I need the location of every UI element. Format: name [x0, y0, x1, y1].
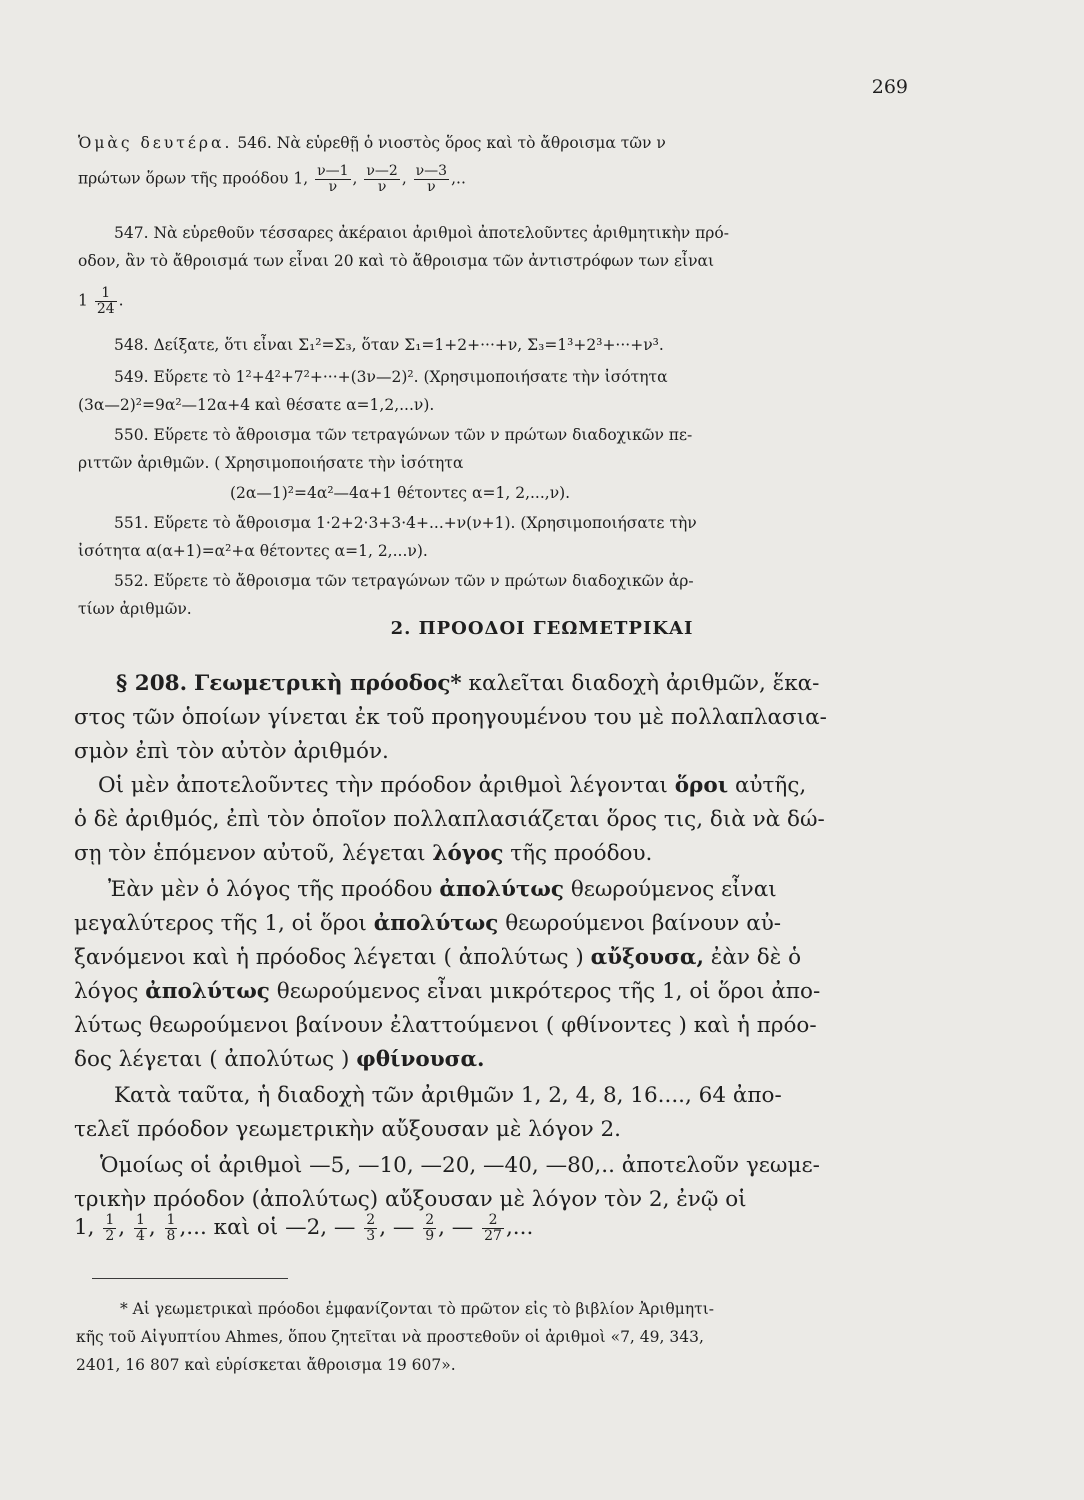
fraction — [364, 164, 399, 195]
denominator: ν — [377, 179, 387, 195]
numerator: 2 — [366, 1211, 376, 1228]
exercise-547-line-1: 547. Νὰ εὑρεθοῦν τέσσαρες ἀκέραιοι ἀριθμοὶ ἀποτελοῦντες ἀριθμητικὴν πρό- — [114, 224, 729, 242]
denominator: 24 — [96, 301, 115, 317]
numerator: ν—1 — [317, 163, 349, 179]
exercise-551-line-1: 551. Εὕρετε τὸ ἄθροισμα 1·2+2·3+3·4+...+ν(ν+1). (Χρησιμοποιήσατε τὴν — [114, 514, 697, 532]
denominator: 3 — [366, 1227, 376, 1244]
numerator: 1 — [95, 286, 117, 302]
footnote-line-1: * Αἱ γεωμετρικαὶ πρόοδοι ἐμφανίζονται τὸ πρῶτον εἰς τὸ βιβλίον Ἀριθμητι- — [120, 1300, 715, 1318]
text: ,... — [505, 1215, 534, 1240]
denominator: 9 — [425, 1227, 435, 1244]
fraction — [482, 1213, 504, 1244]
fraction — [414, 164, 449, 195]
text: καλεῖται διαδοχὴ ἀριθμῶν, ἕκα- — [468, 671, 820, 696]
denominator: 4 — [135, 1227, 145, 1244]
fraction — [423, 1213, 436, 1244]
text: ἐὰν δὲ ὁ — [710, 945, 802, 970]
paragraph-3-line-6 — [74, 1044, 485, 1075]
text: μεγαλύτερος τῆς 1, οἱ ὅροι — [74, 911, 367, 936]
paragraph-3-line-5: λύτως θεωρούμενοι βαίνουν ἐλαττούμενοι ( φθίνοντες ) καὶ ἡ πρόο- — [74, 1013, 817, 1038]
paragraph-2-line-3 — [74, 838, 652, 869]
text: δος λέγεται ( ἀπολύτως ) — [74, 1047, 350, 1072]
exercise-546-line-2: πρώτων ὅρων τῆς προόδου 1, $\frac{\nu—1}{\nu}$ , $\frac{\nu—2}{\nu}$ , $\frac{\nu—3}{\nu}$ ,.. — [78, 163, 466, 195]
text: ξανόμενοι καὶ ἡ πρόοδος λέγεται ( ἀπολύτως ) — [74, 945, 584, 970]
term-absolutely: ἀπολύτως — [439, 877, 564, 902]
denominator: ν — [328, 179, 338, 195]
numerator: ν—3 — [415, 163, 448, 179]
fraction — [165, 1213, 178, 1244]
paragraph-1-line-1 — [116, 668, 819, 699]
paragraph-3-line-2 — [74, 908, 781, 939]
paragraph-5-line-2: τρικὴν πρόοδον (ἀπολύτως) αὔξουσαν μὲ λόγον τὸν 2, ἐνῷ οἱ — [74, 1187, 747, 1212]
text: ,... καὶ οἱ —2, — — [179, 1215, 356, 1240]
paragraph-2-line-1 — [98, 770, 806, 801]
term-decreasing: φθίνουσα. — [356, 1047, 485, 1072]
numerator: 2 — [482, 1213, 504, 1229]
exercise-552-line-2: τίων ἀριθμῶν. — [78, 600, 192, 618]
paragraph-1-line-3: σμὸν ἐπὶ τὸν αὐτὸν ἀριθμόν. — [74, 739, 389, 764]
numerator: ν—2 — [366, 163, 398, 179]
group-label: Ὁμὰς δευτέρα. — [78, 134, 233, 152]
footnote-line-2: κῆς τοῦ Αἰγυπτίου Ahmes, ὅπου ζητεῖται νὰ προστεθοῦν οἱ ἀριθμοὶ «7, 49, 343, — [76, 1328, 704, 1346]
paragraph-4-line-2: τελεῖ πρόοδον γεωμετρικὴν αὔξουσαν μὲ λόγον 2. — [74, 1117, 622, 1142]
page-number: 269 — [871, 76, 908, 98]
section-number: § 208. — [116, 671, 188, 696]
paragraph-5-line-1: Ὁμοίως οἱ ἀριθμοὶ —5, —10, —20, —40, —80,.. ἀποτελοῦν γεωμε- — [100, 1153, 820, 1178]
denominator: 8 — [166, 1227, 176, 1244]
text: θεωρούμενος εἶναι μικρότερος τῆς 1, οἱ ὅροι ἀπο- — [276, 979, 821, 1004]
fraction — [103, 1213, 116, 1244]
footnote-divider — [92, 1278, 288, 1279]
text: Οἱ μὲν ἀποτελοῦντες τὴν πρόοδον ἀριθμοὶ λέγονται — [98, 773, 668, 798]
exercise-547-line-3 — [78, 286, 124, 317]
text: αὐτῆς, — [734, 773, 807, 798]
numerator: 1 — [135, 1211, 145, 1228]
text: σῃ τὸν ἑπόμενον αὐτοῦ, λέγεται — [74, 841, 426, 866]
exercise-550-line-1: 550. Εὕρετε τὸ ἄθροισμα τῶν τετραγώνων τῶν ν πρώτων διαδοχικῶν πε- — [114, 426, 693, 444]
exercise-549-line-1: 549. Εὕρετε τὸ 1²+4²+7²+···+(3ν—2)². (Χρησιμοποιήσατε τὴν ἰσότητα — [114, 368, 668, 386]
exercise-546-text: 546. Νὰ εὑρεθῇ ὁ νιοστὸς ὅρος καὶ τὸ ἄθροισμα τῶν ν — [237, 134, 666, 152]
text: θεωρούμενος εἶναι — [570, 877, 777, 902]
fraction — [95, 286, 117, 317]
exercise-546-line-1 — [78, 132, 666, 154]
fraction — [315, 164, 350, 195]
text: λόγος — [74, 979, 139, 1004]
paragraph-5-line-3: 1, $\frac{1}{2}$ , $\frac{1}{4}$ , $\frac{1}{8}$ ,... καὶ οἱ —2, — $\frac{2}{3}$ , — $\frac{2}{9}$ , — $\frac{2}{27}$ ,... — [74, 1211, 534, 1244]
numerator: 2 — [425, 1211, 435, 1228]
text: 1, — [74, 1215, 95, 1240]
denominator: 27 — [484, 1227, 502, 1244]
term-absolutely: ἀπολύτως — [145, 979, 270, 1004]
footnote-line-3: 2401, 16 807 καὶ εὑρίσκεται ἄθροισμα 19 607». — [76, 1356, 456, 1374]
tail: ,.. — [451, 169, 466, 188]
exercise-547-line-2: οδον, ἂν τὸ ἄθροισμά των εἶναι 20 καὶ τὸ ἄθροισμα τῶν ἀντιστρόφων των εἶναι — [78, 252, 715, 270]
paragraph-3-line-4 — [74, 976, 820, 1007]
term-absolutely: ἀπολύτως — [373, 911, 499, 936]
period: . — [118, 291, 124, 310]
exercise-550-line-2: ριττῶν ἀριθμῶν. ( Χρησιμοποιήσατε τὴν ἰσότητα — [78, 454, 464, 472]
exercise-546-text-2: πρώτων ὅρων τῆς προόδου 1, — [78, 169, 309, 188]
section-heading: 2. ΠΡΟΟΔΟΙ ΓΕΩΜΕΤΡΙΚΑΙ — [390, 618, 694, 639]
text: τῆς προόδου. — [510, 841, 653, 866]
numerator: 1 — [166, 1211, 176, 1228]
paragraph-2-line-2: ὁ δὲ ἀριθμός, ἐπὶ τὸν ὁποῖον πολλαπλασιάζεται ὅρος τις, διὰ νὰ δώ- — [74, 807, 825, 832]
exercise-550-line-3: (2α—1)²=4α²—4α+1 θέτοντες α=1, 2,...,ν). — [230, 484, 571, 502]
fraction — [134, 1213, 147, 1244]
paragraph-3-line-1 — [108, 874, 777, 905]
term-ratio: λόγος — [432, 841, 504, 866]
paragraph-4-line-1: Κατὰ ταῦτα, ἡ διαδοχὴ τῶν ἀριθμῶν 1, 2, 4, 8, 16...., 64 ἀπο- — [114, 1083, 782, 1108]
denominator: 2 — [105, 1227, 115, 1244]
exercise-549-line-2: (3α—2)²=9α²—12α+4 καὶ θέσατε α=1,2,...ν). — [78, 396, 435, 414]
term-terms: ὅροι — [674, 773, 729, 798]
numerator: 1 — [105, 1211, 115, 1228]
exercise-552-line-1: 552. Εὕρετε τὸ ἄθροισμα τῶν τετραγώνων τῶν ν πρώτων διαδοχικῶν ἀρ- — [114, 572, 694, 590]
fraction — [364, 1213, 377, 1244]
term-geometric-progression: Γεωμετρικὴ πρόοδος* — [193, 671, 462, 696]
text: θεωρούμενοι βαίνουν αὐ- — [505, 911, 782, 936]
paragraph-3-line-3 — [74, 942, 801, 973]
term-increasing: αὔξουσα, — [590, 945, 704, 970]
paragraph-1-line-2: στος τῶν ὁποίων γίνεται ἐκ τοῦ προηγουμένου του μὲ πολλαπλασια- — [74, 705, 827, 730]
text: Ἐὰν μὲν ὁ λόγος τῆς προόδου — [108, 877, 433, 902]
exercise-551-line-2: ἰσότητα α(α+1)=α²+α θέτοντες α=1, 2,...ν). — [78, 542, 428, 560]
whole-number: 1 — [78, 291, 88, 310]
denominator: ν — [427, 179, 436, 195]
exercise-548: 548. Δείξατε, ὅτι εἶναι Σ₁²=Σ₃, ὅταν Σ₁=1+2+···+ν, Σ₃=1³+2³+···+ν³. — [114, 336, 664, 354]
